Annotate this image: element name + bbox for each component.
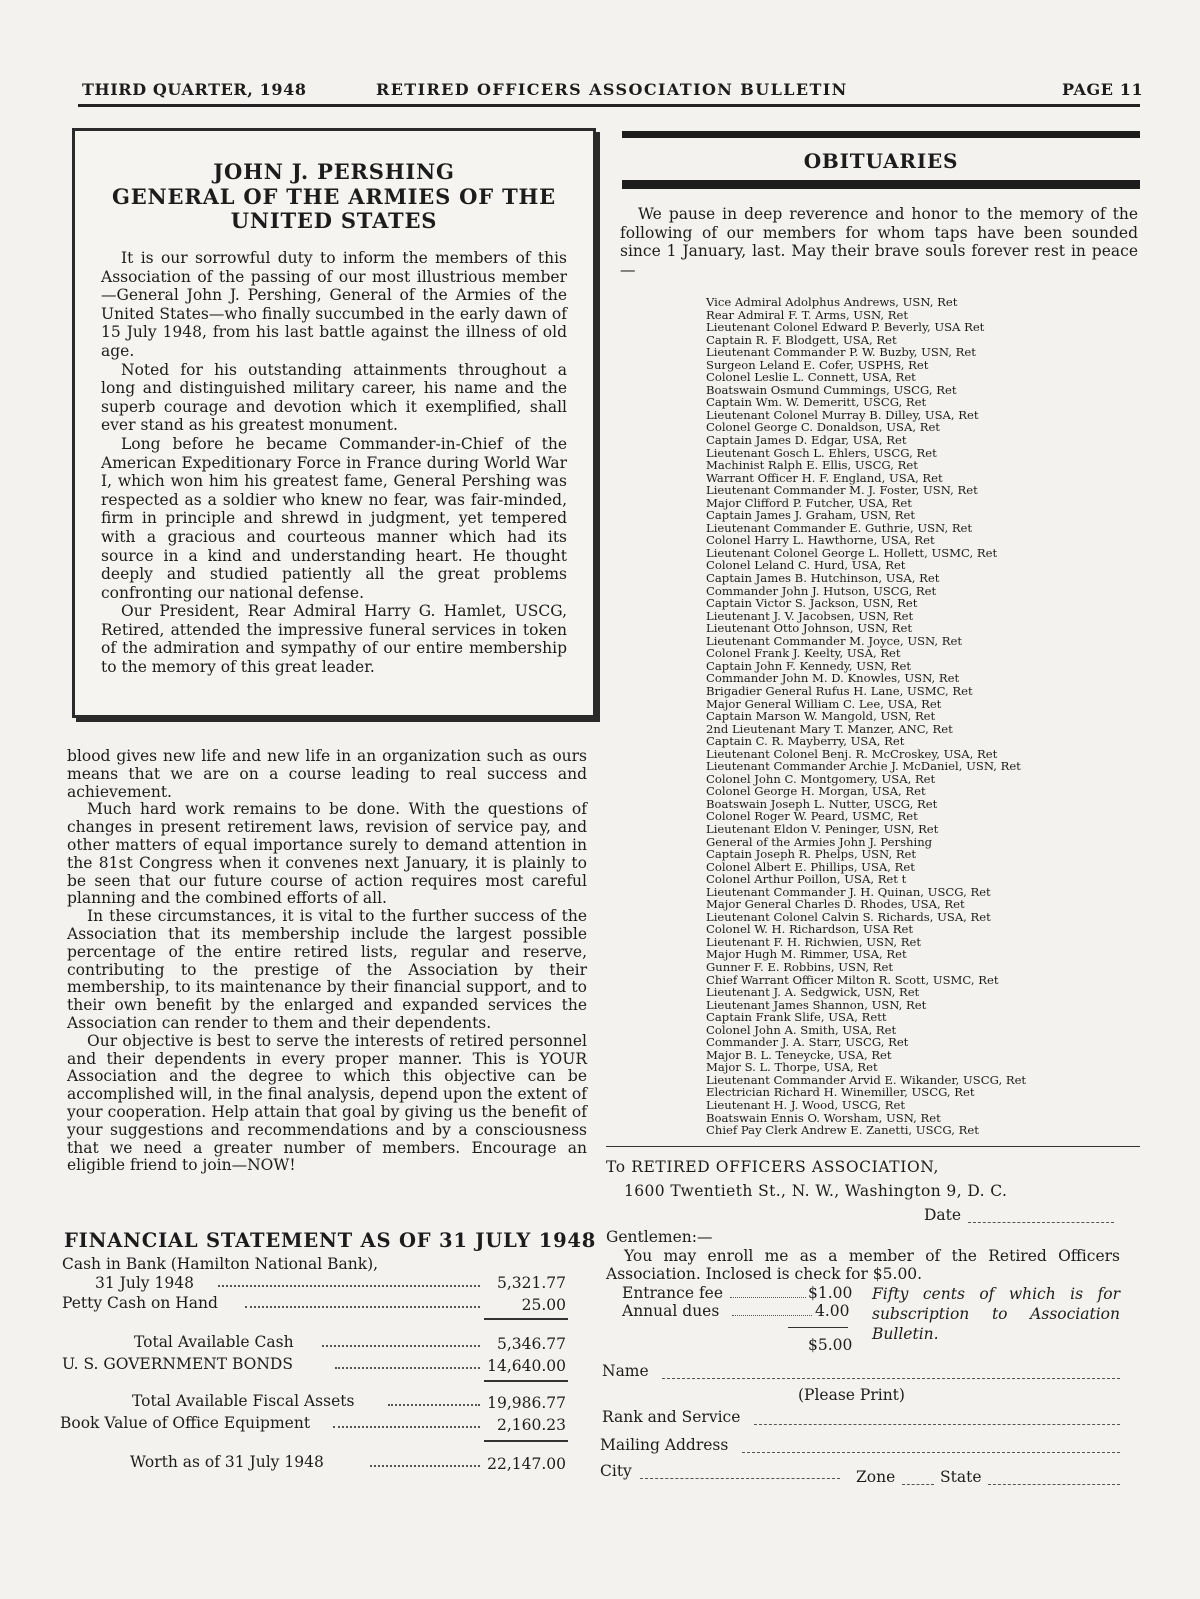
sum-rule — [484, 1380, 568, 1382]
pershing-paragraph: Our President, Rear Admiral Harry G. Hamlet, USCG, Retired, attended the impressive funeral services in token of the admiration and sympathy of our entire membership to the memory of this great leader. — [101, 602, 567, 677]
obituary-entry: Colonel George C. Donaldson, USA, Ret — [706, 420, 940, 435]
rank-service-label: Rank and Service — [602, 1408, 741, 1426]
pershing-title-line-2: GENERAL OF THE ARMIES OF THE — [112, 184, 556, 209]
leader-dots — [322, 1345, 480, 1347]
obituary-entry: Lieutenant Colonel Calvin S. Richards, USA, Ret — [706, 909, 991, 924]
cash-date-label: 31 July 1948 — [95, 1274, 194, 1292]
pershing-paragraph: Noted for his outstanding attainments throughout a long and distinguished military career, his name and the superb courage and devotion which it exemplified, shall ever stand as his greatest monument. — [101, 360, 567, 435]
obituary-entry: Commander John J. Hutson, USCG, Ret — [706, 583, 937, 598]
pershing-memorial-box — [72, 128, 596, 718]
entrance-fee-value: $1.00 — [808, 1284, 853, 1302]
rank-service-field[interactable] — [754, 1424, 1120, 1425]
leader-dots — [245, 1306, 480, 1308]
state-field[interactable] — [988, 1484, 1120, 1485]
obituary-entry: Brigadier General Rufus H. Lane, USMC, Ret — [706, 683, 973, 698]
office-equipment-label: Book Value of Office Equipment — [60, 1414, 311, 1432]
date-field[interactable] — [968, 1222, 1114, 1223]
obituary-entry: Captain Joseph R. Phelps, USN, Ret — [706, 847, 917, 862]
pershing-paragraph: It is our sorrowful duty to inform the members of this Association of the passing of our most illustrious member—General John J. Pershing, General of the Armies of the United States—who finally succumbed in the early dawn of 15 July 1948, from his last battle against the illness of old age. — [101, 249, 567, 360]
obituary-entry: Lieutenant Commander E. Guthrie, USN, Ret — [706, 520, 973, 535]
header-rule — [78, 104, 1140, 107]
obituary-entry: Lieutenant Commander Archie J. McDaniel, USN, Ret — [706, 759, 1021, 774]
obituaries-intro — [620, 205, 1138, 279]
obituary-entry: Boatswain Osmund Cummings, USCG, Ret — [706, 382, 957, 397]
obituary-entry: Gunner F. E. Robbins, USN, Ret — [706, 959, 893, 974]
obituary-entry: Lieutenant Commander M. J. Foster, USN, Ret — [706, 483, 978, 498]
obituary-entry: Captain James J. Graham, USN, Ret — [706, 508, 915, 523]
city-field[interactable] — [640, 1478, 840, 1479]
obituary-entry: Colonel John A. Smith, USA, Ret — [706, 1022, 897, 1037]
please-print-note: (Please Print) — [798, 1386, 905, 1404]
obituary-entry: Chief Warrant Officer Milton R. Scott, USMC, Ret — [706, 972, 999, 987]
entrance-fee-label: Entrance fee — [622, 1284, 724, 1302]
obituary-entry: Captain Marson W. Mangold, USN, Ret — [706, 709, 936, 724]
obituary-entry: Major B. L. Teneycke, USA, Ret — [706, 1047, 892, 1062]
obituary-entry: Captain Wm. W. Demeritt, USCG, Ret — [706, 395, 927, 410]
obituary-entry: 2nd Lieutenant Mary T. Manzer, ANC, Ret — [706, 721, 953, 736]
form-enroll-text: You may enroll me as a member of the Retired Officers Association. Inclosed is check for $5.00. — [606, 1247, 1120, 1283]
obituary-entry: Lieutenant Colonel Benj. R. McCroskey, USA, Ret — [706, 746, 998, 761]
sum-rule — [788, 1327, 848, 1328]
sum-rule — [484, 1440, 568, 1442]
article-paragraph: Our objective is best to serve the interests of retired personnel and their dependents in every proper manner. This is YOUR Association and the degree to which this objective can be accomplished will, in the final analysis, depend upon the extent of your cooperation. Help attain that goal by giving us the benefit of your suggestions and recommendations and by a consciousness that we need a greater number of members. Encourage an eligible friend to join—NOW! — [67, 1031, 587, 1175]
pershing-paragraph: Long before he became Commander-in-Chief of the American Expeditionary Force in France during World War I, which won him his greatest fame, General Pershing was respected as a soldier who knew no fear, was fair-minded, firm in principle and shrewd in judgment, yet tempered with a gracious and courteous manner which had its source in a kind and understanding heart. He thought deeply and studied patiently all the great problems confronting our national defense. — [101, 434, 567, 602]
obituary-entry: Lieutenant Eldon V. Peninger, USN, Ret — [706, 821, 939, 836]
association-article-body — [67, 748, 587, 1175]
obituary-entry: Colonel Harry L. Hawthorne, USA, Ret — [706, 533, 935, 548]
sum-rule — [484, 1318, 568, 1320]
obituary-entry: Lieutenant Commander P. W. Buzby, USN, Ret — [706, 345, 976, 360]
obituary-entry: Colonel Roger W. Peard, USMC, Ret — [706, 809, 918, 824]
zone-label: Zone — [856, 1468, 896, 1486]
city-label: City — [600, 1462, 632, 1480]
total-fee-value: $5.00 — [808, 1336, 853, 1354]
obituaries-top-bar — [622, 131, 1140, 138]
obituary-entry: Commander J. A. Starr, USCG, Ret — [706, 1035, 909, 1050]
leader-dots — [218, 1285, 480, 1287]
obituary-entry: Captain John F. Kennedy, USN, Ret — [706, 658, 912, 673]
obituary-entry: Major General Charles D. Rhodes, USA, Ret — [706, 897, 965, 912]
form-separator — [606, 1146, 1140, 1147]
mailing-address-field[interactable] — [742, 1452, 1120, 1453]
pershing-article-body — [101, 249, 567, 677]
total-cash-value: 5,346.77 — [496, 1335, 566, 1353]
obituaries-title: OBITUARIES — [803, 149, 959, 173]
name-field[interactable] — [662, 1378, 1120, 1379]
obituary-entry: Major Hugh M. Rimmer, USA, Ret — [706, 947, 907, 962]
obituaries-intro-text: We pause in deep reverence and honor to the memory of the following of our members for whom taps have been sounded since 1 January, last. May their brave souls forever rest in peace— — [620, 205, 1138, 279]
obituary-entry: Boatswain Joseph L. Nutter, USCG, Ret — [706, 796, 938, 811]
form-address: 1600 Twentieth St., N. W., Washington 9, D. C. — [624, 1182, 1008, 1200]
obituary-entry: Captain R. F. Blodgett, USA, Ret — [706, 332, 897, 347]
mailing-address-label: Mailing Address — [600, 1436, 729, 1454]
obituary-entry: Captain C. R. Mayberry, USA, Ret — [706, 734, 905, 749]
pershing-title-line-3: UNITED STATES — [230, 208, 438, 233]
obituary-entry: Warrant Officer H. F. England, USA, Ret — [706, 470, 943, 485]
obituary-entry: Major General William C. Lee, USA, Ret — [706, 696, 942, 711]
article-paragraph: In these circumstances, it is vital to the further success of the Association that its membership include the largest possible percentage of the entire retired lists, regular and reserve, contributing to the prestige of the Association by their membership, to its maintenance by their financial support, and to their own benefit by the enlarged and expanded services the Association can render to them and their dependents. — [67, 907, 587, 1032]
leader-dots — [732, 1315, 812, 1316]
name-label: Name — [602, 1362, 649, 1380]
subscription-note: Fifty cents of which is for subscription to Association Bulletin. — [872, 1285, 1120, 1343]
cash-in-bank-value: 5,321.77 — [496, 1274, 566, 1292]
office-equipment-value: 2,160.23 — [496, 1416, 566, 1434]
zone-field[interactable] — [902, 1484, 934, 1485]
obituary-entry: Lieutenant H. J. Wood, USCG, Ret — [706, 1098, 905, 1112]
obituary-entry: Boatswain Ennis O. Worsham, USN, Ret — [706, 1110, 941, 1125]
obituary-entry: Lieutenant F. H. Richwien, USN, Ret — [706, 934, 921, 949]
obituary-entry: Colonel Albert E. Phillips, USA, Ret — [706, 859, 915, 874]
obituary-entry: General of the Armies John J. Pershing — [706, 834, 933, 849]
obituary-entry: Electrician Richard H. Winemiller, USCG, Ret — [706, 1085, 975, 1100]
obituaries-bottom-bar — [622, 180, 1140, 189]
obituary-entry: Lieutenant J. V. Jacobsen, USN, Ret — [706, 608, 914, 623]
obituary-entry: Lieutenant Commander Arvid E. Wikander, USCG, Ret — [706, 1072, 1027, 1087]
obituary-entry: Lieutenant Commander M. Joyce, USN, Ret — [706, 633, 963, 648]
obituary-entry: Captain Frank Slife, USA, Rett — [706, 1010, 887, 1025]
header-publication-title: RETIRED OFFICERS ASSOCIATION BULLETIN — [376, 80, 848, 99]
total-cash-label: Total Available Cash — [134, 1333, 294, 1351]
government-bonds-value: 14,640.00 — [487, 1357, 566, 1375]
cash-in-bank-label: Cash in Bank (Hamilton National Bank), — [62, 1255, 379, 1273]
obituary-entry: Colonel Arthur Poillon, USA, Ret t — [706, 872, 907, 887]
leader-dots — [333, 1426, 480, 1428]
header-page-number: PAGE 11 — [1062, 80, 1144, 99]
leader-dots — [370, 1465, 480, 1467]
obituary-entry: Major S. L. Thorpe, USA, Ret — [706, 1060, 878, 1075]
obituary-entry: Colonel Leslie L. Connett, USA, Ret — [706, 370, 916, 385]
obituary-entry: Lieutenant Colonel Murray B. Dilley, USA, Ret — [706, 407, 979, 422]
obituary-entry: Captain James B. Hutchinson, USA, Ret — [706, 571, 940, 586]
obituary-entry: Lieutenant Colonel Edward P. Beverly, USA Ret — [706, 320, 985, 335]
obituary-entry: Surgeon Leland E. Cofer, USPHS, Ret — [706, 357, 929, 372]
obituary-entry: Vice Admiral Adolphus Andrews, USN, Ret — [706, 295, 958, 309]
annual-dues-value: 4.00 — [815, 1302, 850, 1320]
state-label: State — [940, 1468, 982, 1486]
financial-statement-title: FINANCIAL STATEMENT AS OF 31 JULY 1948 — [64, 1229, 597, 1252]
net-worth-label: Worth as of 31 July 1948 — [130, 1453, 324, 1471]
obituary-entry: Lieutenant Commander J. H. Quinan, USCG, Ret — [706, 884, 991, 899]
form-salutation: Gentlemen:— — [606, 1228, 713, 1246]
obituary-entry: Captain Victor S. Jackson, USN, Ret — [706, 596, 918, 611]
total-fiscal-assets-value: 19,986.77 — [487, 1394, 566, 1412]
header-issue-date: THIRD QUARTER, 1948 — [82, 80, 307, 99]
obituaries-name-list — [706, 296, 1126, 1137]
obituary-entry: Lieutenant Otto Johnson, USN, Ret — [706, 621, 912, 636]
obituary-entry: Rear Admiral F. T. Arms, USN, Ret — [706, 307, 909, 322]
obituary-entry: Colonel George H. Morgan, USA, Ret — [706, 784, 926, 799]
obituary-entry: Lieutenant J. A. Sedgwick, USN, Ret — [706, 985, 920, 1000]
form-addressee: To RETIRED OFFICERS ASSOCIATION, — [606, 1158, 939, 1176]
total-fiscal-assets-label: Total Available Fiscal Assets — [132, 1392, 355, 1410]
obituary-entry: Commander John M. D. Knowles, USN, Ret — [706, 671, 960, 686]
obituary-entry: Captain James D. Edgar, USA, Ret — [706, 433, 907, 448]
government-bonds-label: U. S. GOVERNMENT BONDS — [62, 1355, 293, 1373]
leader-dots — [730, 1297, 806, 1298]
net-worth-value: 22,147.00 — [487, 1455, 566, 1473]
obituary-entry: Lieutenant Gosch L. Ehlers, USCG, Ret — [706, 445, 937, 460]
obituary-entry: Colonel W. H. Richardson, USA Ret — [706, 922, 914, 937]
annual-dues-label: Annual dues — [622, 1302, 720, 1320]
obituary-entry: Chief Pay Clerk Andrew E. Zanetti, USCG, Ret — [706, 1123, 979, 1138]
obituary-entry: Lieutenant Colonel George L. Hollett, USMC, Ret — [706, 545, 998, 560]
pershing-title-line-1: JOHN J. PERSHING — [213, 159, 455, 184]
article-paragraph: blood gives new life and new life in an organization such as ours means that we are on a course leading to real success and achievement. — [67, 747, 587, 801]
obituary-entry: Colonel Frank J. Keelty, USA, Ret — [706, 646, 901, 661]
petty-cash-label: Petty Cash on Hand — [62, 1294, 218, 1312]
petty-cash-value: 25.00 — [521, 1296, 566, 1314]
form-date-label: Date — [924, 1206, 962, 1224]
obituary-entry: Colonel Leland C. Hurd, USA, Ret — [706, 558, 906, 573]
leader-dots — [335, 1367, 480, 1369]
obituary-entry: Major Clifford P. Futcher, USA, Ret — [706, 495, 912, 510]
obituary-entry: Machinist Ralph E. Ellis, USCG, Ret — [706, 458, 918, 473]
article-paragraph: Much hard work remains to be done. With the questions of changes in present retirement laws, revision of service pay, and other matters of equal importance surely to demand attention in the 81st Congress when it convenes next January, it is plainly to be seen that our future course of action requires most careful planning and the combined efforts of all. — [67, 800, 587, 908]
obituary-entry: Colonel John C. Montgomery, USA, Ret — [706, 771, 936, 786]
obituary-entry: Lieutenant James Shannon, USN, Ret — [706, 997, 927, 1012]
